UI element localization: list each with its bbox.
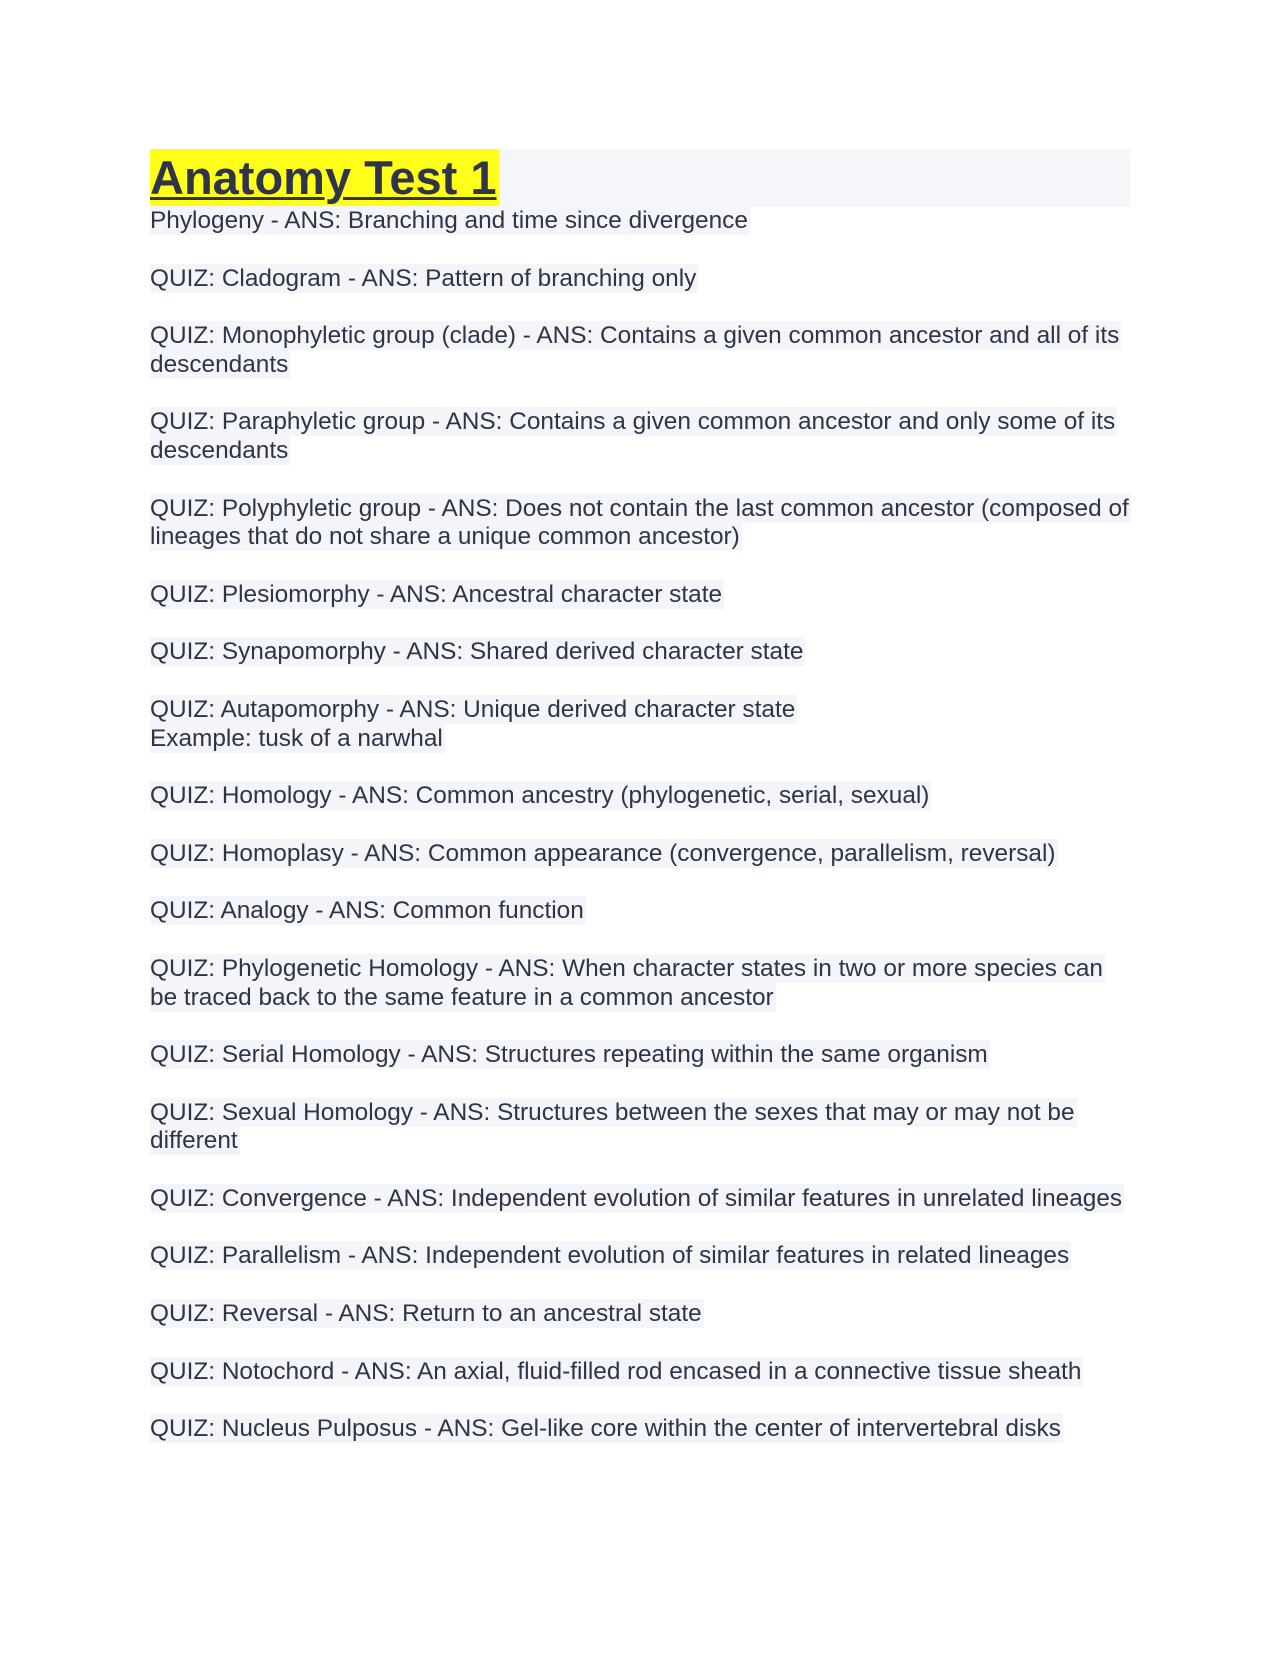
qa-item	[150, 782, 1130, 811]
qa-item	[150, 638, 1130, 667]
qa-text: QUIZ: Analogy - ANS: Common function	[150, 897, 584, 925]
qa-text: QUIZ: Reversal - ANS: Return to an ancestral state	[150, 1300, 702, 1328]
qa-text: QUIZ: Paraphyletic group - ANS: Contains a given common ancestor and only some of its descendants	[150, 408, 1116, 464]
qa-text: QUIZ: Notochord - ANS: An axial, fluid-filled rod encased in a connective tissue sheath	[150, 1357, 1082, 1385]
qa-item	[150, 265, 1130, 294]
qa-text: Phylogeny - ANS: Branching and time since divergence	[150, 207, 748, 234]
qa-example-text: Example: tusk of a narwhal	[150, 724, 443, 752]
document-title: Anatomy Test 1	[150, 149, 499, 207]
qa-text: QUIZ: Monophyletic group (clade) - ANS: Contains a given common ancestor and all of its descendants	[150, 322, 1120, 378]
qa-text: QUIZ: Polyphyletic group - ANS: Does not contain the last common ancestor (composed of lineages that do not share a unique common ancestor)	[150, 494, 1129, 551]
qa-item	[150, 897, 1130, 926]
qa-text: QUIZ: Phylogenetic Homology - ANS: When character states in two or more species can be traced back to the same feature in a common ancestor	[150, 954, 1103, 1011]
qa-item	[150, 581, 1130, 610]
qa-item	[150, 1041, 1130, 1070]
qa-text: QUIZ: Sexual Homology - ANS: Structures between the sexes that may or may not be different	[150, 1098, 1075, 1155]
qa-item	[150, 322, 1130, 379]
qa-text: QUIZ: Cladogram - ANS: Pattern of branching only	[150, 264, 697, 292]
qa-item	[150, 1242, 1130, 1271]
qa-text: QUIZ: Plesiomorphy - ANS: Ancestral character state	[150, 580, 723, 608]
document-page	[150, 149, 1130, 1473]
qa-item	[150, 840, 1130, 869]
qa-item	[150, 1300, 1130, 1329]
qa-text: QUIZ: Homoplasy - ANS: Common appearance (convergence, parallelism, reversal)	[150, 839, 1056, 867]
qa-text: QUIZ: Nucleus Pulposus - ANS: Gel-like core within the center of intervertebral disks	[150, 1415, 1061, 1443]
qa-item	[150, 696, 1130, 753]
qa-text: QUIZ: Autapomorphy - ANS: Unique derived character state	[150, 695, 796, 723]
qa-item	[150, 1415, 1130, 1444]
qa-item	[150, 955, 1130, 1012]
qa-text: QUIZ: Homology - ANS: Common ancestry (phylogenetic, serial, sexual)	[150, 782, 930, 810]
qa-list	[150, 207, 1130, 1444]
qa-item	[150, 207, 1130, 236]
qa-item	[150, 408, 1130, 465]
qa-item	[150, 1185, 1130, 1214]
qa-text: QUIZ: Synapomorphy - ANS: Shared derived character state	[150, 638, 804, 666]
qa-item	[150, 495, 1130, 552]
title-row	[150, 149, 1130, 207]
qa-text: QUIZ: Serial Homology - ANS: Structures repeating within the same organism	[150, 1041, 988, 1069]
qa-item	[150, 1358, 1130, 1387]
qa-text: QUIZ: Parallelism - ANS: Independent evolution of similar features in related lineages	[150, 1242, 1070, 1270]
qa-example	[150, 725, 1130, 754]
qa-text: QUIZ: Convergence - ANS: Independent evolution of similar features in unrelated lineages	[150, 1184, 1123, 1212]
qa-item	[150, 1099, 1130, 1156]
